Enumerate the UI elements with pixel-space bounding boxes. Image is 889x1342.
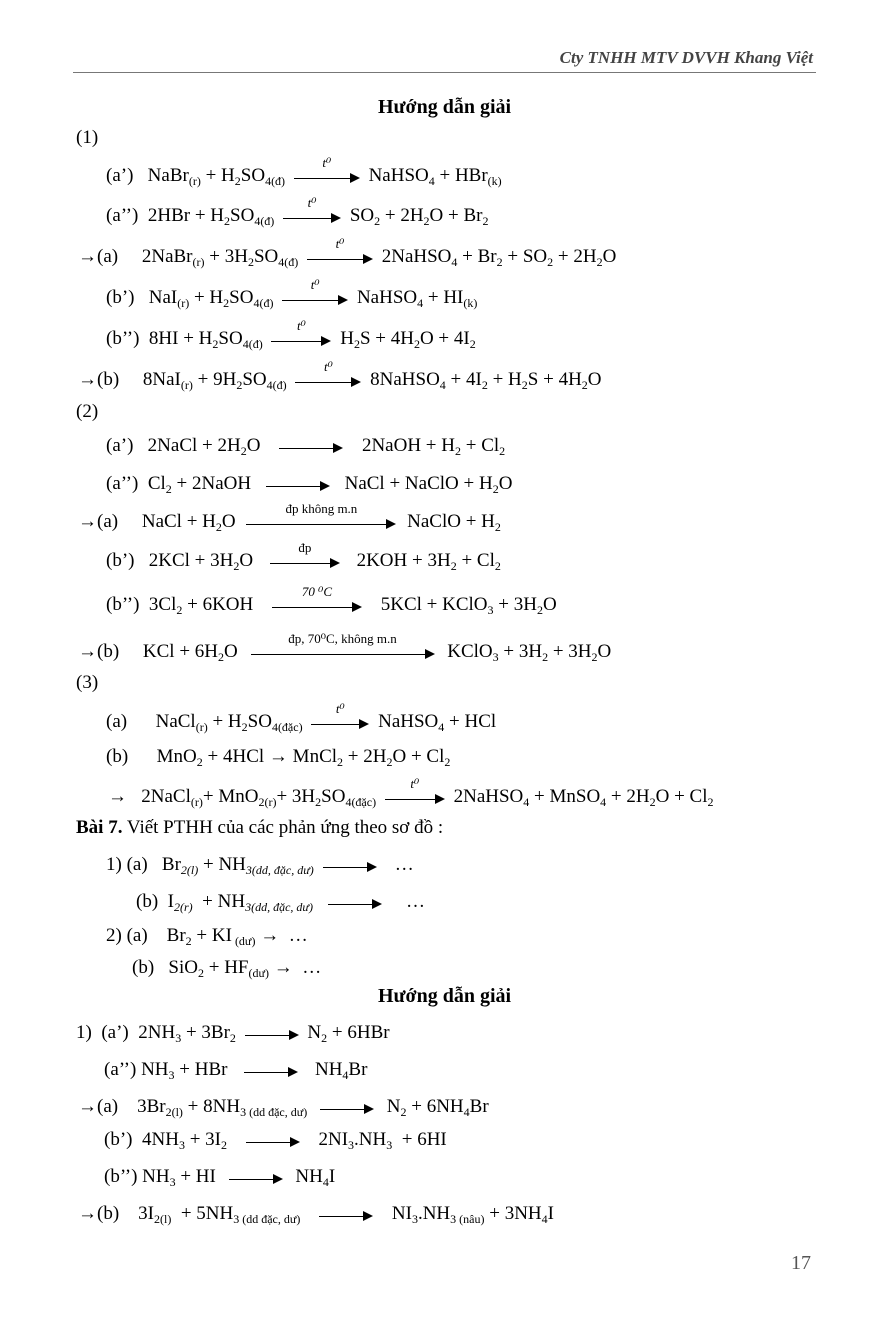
reaction-arrow-icon: t⁰ bbox=[283, 207, 341, 227]
reaction-arrow-icon: t⁰ bbox=[307, 248, 373, 268]
equation-2a: →(a) NaCl + $H_2O$ đp không m.n NaClO + $H_2$ bbox=[78, 500, 501, 534]
solution-7-1b: →(b) $3I_{2(l)} + 5NH_{3 (dd đặc, dư)}$ $NI_3.NH_{3 (nâu)} + 3NH_4I$ bbox=[78, 1203, 554, 1226]
equation-1a: →(a) 2NaBr$_{(r)}$ + $3H_2SO_{4(đ)}$ t⁰ 2NaHSO$_4$ + $Br_2 + SO_2 + 2H_2O$ bbox=[78, 235, 617, 269]
reaction-arrow-icon: đp bbox=[270, 552, 340, 572]
exercise-7-1b: (b) $I_{2(r)} + NH_{3(dd, đặc, dư)}$ … bbox=[136, 891, 425, 914]
reaction-arrow-icon bbox=[245, 1024, 299, 1044]
exercise-7-title: Bài 7. Viết PTHH của các phản ứng theo sơ đồ : bbox=[76, 817, 444, 838]
reaction-arrow-icon bbox=[319, 1205, 373, 1225]
equation-3-total: → 2NaCl$_{(r)}$+ $MnO_{2(r)}+ 3H_2SO_{4(đặc)}$ t⁰ 2NaHSO$_4$ + MnSO$_4$ + $2H_2O + Cl_2$ bbox=[108, 775, 714, 809]
reaction-arrow-icon: t⁰ bbox=[385, 788, 445, 808]
reaction-arrow-icon bbox=[328, 893, 382, 913]
equation-1b: →(b) $8NaI_{(r)} + 9H_2SO_{4(đ)}$ t⁰ 8NaHSO$_4$ + $4I_2 + H_2S + 4H_2O$ bbox=[78, 358, 602, 392]
equation-1a1: (a’) NaBr$_{(r)}$ + $H_2SO_{4(đ)}$ t⁰ NaHSO$_4$ + HBr$_{(k)}$ bbox=[106, 154, 502, 188]
equation-2b: →(b) KCl + $6H_2O$ đp, 70⁰C, không m.n KClO$_3$ + $3H_2 + 3H_2O$ bbox=[78, 630, 612, 664]
reaction-arrow-icon: t⁰ bbox=[295, 371, 361, 391]
reaction-arrow-icon bbox=[323, 856, 377, 876]
equation-1b2: (b’’) $8HI + H_2SO_{4(đ)}$ t⁰ $H_2S + 4H_2O + 4I_2$ bbox=[106, 317, 476, 351]
heading-guide-2: Hướng dẫn giải bbox=[377, 985, 512, 1007]
equation-3a: (a) NaCl$_{(r)}$ + $H_2SO_{4(đặc)}$ t⁰ NaHSO$_4$ + HCl bbox=[106, 700, 497, 734]
solution-7-1b1: (b’) $4NH_3 + 3I_2$ $2NI_3.NH_3 + 6HI$ bbox=[104, 1129, 447, 1152]
part-1-label: (1) bbox=[76, 127, 99, 148]
solution-7-1a: →(a) $3Br_{2(l)} + 8NH_{3 (dd đặc, dư)}$ $N_2 + 6NH_4Br$ bbox=[78, 1096, 489, 1119]
equation-1a2: (a’’) $2HBr + H_2SO_{4(đ)}$ t⁰ $SO_2 + 2H_2O + Br_2$ bbox=[106, 194, 489, 228]
reaction-arrow-icon bbox=[266, 475, 330, 495]
equation-2b2: (b’’) $3Cl_2 + 6KOH$ 70 ⁰C 5KCl + KClO$_3$ + $3H_2O$ bbox=[106, 583, 557, 617]
equation-2a1: (a’) 2NaCl + $2H_2O$ 2NaOH + $H_2 + Cl_2$ bbox=[106, 435, 506, 458]
reaction-arrow-icon bbox=[320, 1098, 374, 1118]
equation-2a2: (a’’) $Cl_2$ + 2NaOH NaCl + NaClO + $H_2O$ bbox=[106, 473, 513, 496]
reaction-arrow-icon: đp, 70⁰C, không m.n bbox=[251, 643, 435, 663]
heading-guide-1: Hướng dẫn giải bbox=[377, 96, 512, 118]
equation-2b1: (b’) $2KCl + 3H_2O$ đp $2KOH + 3H_2 + Cl_2$ bbox=[106, 539, 501, 573]
solution-7-1b2: (b’’) $NH_3$ + HI $NH_4I$ bbox=[104, 1166, 336, 1189]
reaction-arrow-icon: đp không m.n bbox=[246, 513, 396, 533]
solution-7-1a1: 1) (a’) $2NH_3 + 3Br_2$ $N_2 + 6HBr$ bbox=[76, 1022, 390, 1045]
page-header: Cty TNHH MTV DVVH Khang Việt bbox=[559, 48, 813, 67]
reaction-arrow-icon: t⁰ bbox=[282, 289, 348, 309]
header-rule bbox=[73, 72, 816, 73]
reaction-arrow-icon bbox=[279, 437, 343, 457]
solution-7-1a2: (a’’) $NH_3$ + HBr $NH_4Br$ bbox=[104, 1059, 368, 1082]
equation-1b1: (b’) $NaI_{(r)} + H_2SO_{4(đ)}$ t⁰ NaHSO$_4$ + $HI_{(k)}$ bbox=[106, 276, 478, 310]
reaction-arrow-icon bbox=[229, 1168, 283, 1188]
reaction-arrow-icon bbox=[246, 1131, 300, 1151]
reaction-arrow-icon: t⁰ bbox=[311, 713, 369, 733]
reaction-arrow-icon: 70 ⁰C bbox=[272, 596, 362, 616]
page-number: 17 bbox=[791, 1252, 811, 1274]
exercise-7-2b: (b) $SiO_2 + HF_{(dư)}$ → … bbox=[132, 957, 322, 980]
part-2-label: (2) bbox=[76, 401, 99, 422]
exercise-7-1a: 1) (a) $Br_{2(l)} + NH_{3(dd, đặc, dư)}$ … bbox=[106, 854, 414, 877]
reaction-arrow-icon bbox=[244, 1061, 298, 1081]
exercise-7-2a: 2) (a) $Br_2$ + KI $_{(dư)}$ → … bbox=[106, 925, 308, 948]
equation-3b: (b) MnO$_2$ + 4HCl → MnCl$_2$ + $2H_2O + Cl_2$ bbox=[106, 746, 451, 769]
reaction-arrow-icon: t⁰ bbox=[294, 167, 360, 187]
part-3-label: (3) bbox=[76, 672, 99, 693]
reaction-arrow-icon: t⁰ bbox=[271, 330, 331, 350]
